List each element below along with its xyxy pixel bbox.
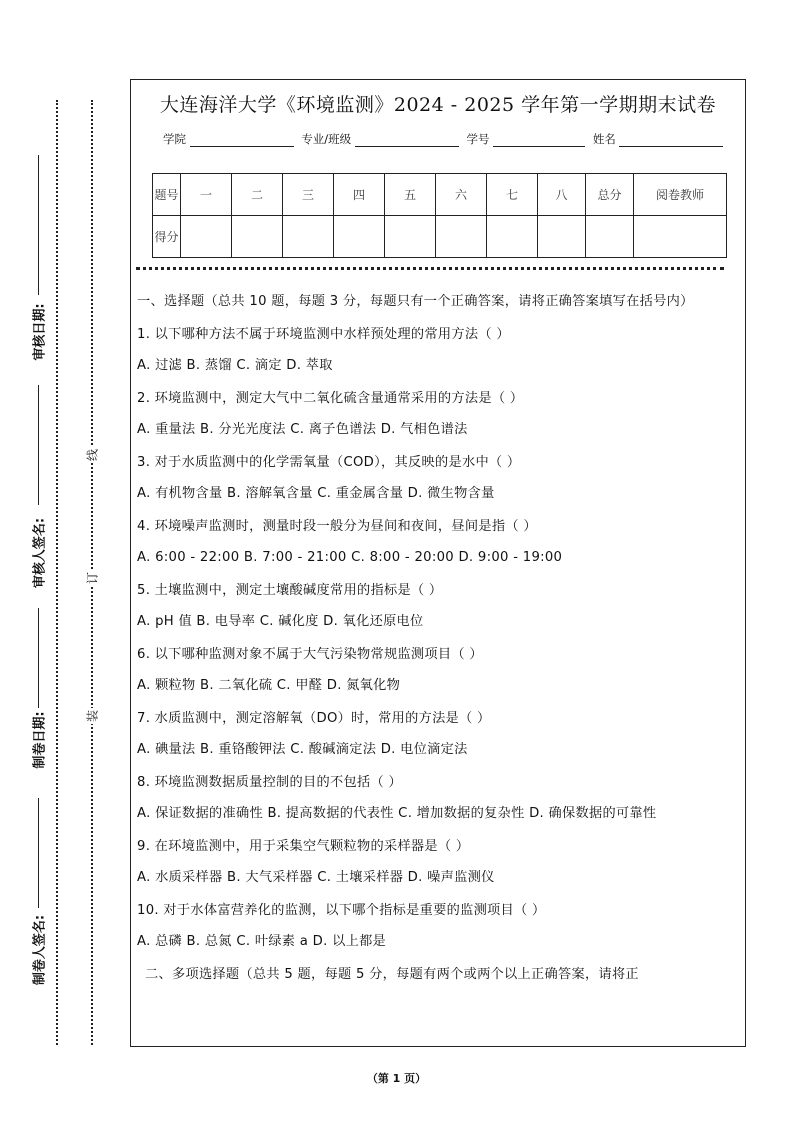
question-options: A. 碘量法 B. 重铬酸钾法 C. 酸碱滴定法 D. 电位滴定法 bbox=[137, 742, 468, 757]
prepare-date-label: 制卷日期: bbox=[32, 711, 48, 769]
college-label: 学院 bbox=[163, 132, 186, 146]
name-label: 姓名 bbox=[592, 132, 616, 146]
reviewer-signature-label: 审核人签名: bbox=[32, 517, 48, 589]
question-options: A. 保证数据的准确性 B. 提高数据的代表性 C. 增加数据的复杂性 D. 确保数据的可靠性 bbox=[137, 806, 657, 821]
question-text: 4. 环境噪声监测时，测量时段一般分为昼间和夜间，昼间是指（ ） bbox=[137, 519, 537, 534]
question-options: A. 水质采样器 B. 大气采样器 C. 土壤采样器 D. 噪声监测仪 bbox=[137, 870, 495, 885]
question-options: A. 过滤 B. 蒸馏 C. 滴定 D. 萃取 bbox=[137, 358, 333, 373]
score-table-cell: 一 bbox=[181, 174, 232, 216]
major-class-field[interactable] bbox=[355, 133, 459, 147]
score-input-cell[interactable] bbox=[385, 216, 436, 258]
question-text: 1. 以下哪种方法不属于环境监测中水样预处理的常用方法（ ） bbox=[137, 327, 510, 342]
score-input-cell[interactable] bbox=[586, 216, 634, 258]
score-table-cell: 八 bbox=[538, 174, 586, 216]
question-options: A. 6:00 - 22:00 B. 7:00 - 21:00 C. 8:00 - 20:00 D. 9:00 - 19:00 bbox=[137, 550, 563, 565]
score-table-cell: 题号 bbox=[153, 174, 181, 216]
score-input-cell[interactable] bbox=[487, 216, 538, 258]
page-number: （第 1 页） bbox=[366, 1072, 427, 1085]
review-date-label: 审核日期: bbox=[32, 303, 48, 361]
question-text: 5. 土壤监测中，测定土壤酸碱度常用的指标是（ ） bbox=[137, 583, 443, 598]
binding-dotted-line-outer bbox=[56, 100, 58, 1045]
score-table-cell: 三 bbox=[283, 174, 334, 216]
score-table-cell: 总分 bbox=[586, 174, 634, 216]
score-table-cell: 二 bbox=[232, 174, 283, 216]
section-1-title: 一、选择题（总共 10 题，每题 3 分，每题只有一个正确答案，请将正确答案填写在括号内） bbox=[137, 294, 694, 309]
score-table bbox=[152, 173, 727, 258]
section-2-title: 二、多项选择题（总共 5 题，每题 5 分，每题有两个或两个以上正确答案，请将正 bbox=[145, 967, 639, 982]
major-class-label: 专业/班级 bbox=[301, 132, 352, 146]
question-text: 10. 对于水体富营养化的监测，以下哪个指标是重要的监测项目（ ） bbox=[137, 903, 546, 918]
header-separator bbox=[136, 267, 724, 270]
question-options: A. 总磷 B. 总氮 C. 叶绿素 a D. 以上都是 bbox=[137, 934, 387, 949]
question-text: 7. 水质监测中，测定溶解氧（DO）时，常用的方法是（ ） bbox=[137, 711, 491, 726]
score-table-cell: 阅卷教师 bbox=[634, 174, 727, 216]
name-field[interactable] bbox=[619, 133, 723, 147]
question-text: 2. 环境监测中，测定大气中二氧化硫含量通常采用的方法是（ ） bbox=[137, 391, 524, 406]
binding-mark-bind: 订 bbox=[85, 571, 100, 585]
score-table-cell: 五 bbox=[385, 174, 436, 216]
score-table-score-row bbox=[153, 216, 727, 258]
question-options: A. 重量法 B. 分光光度法 C. 离子色谱法 D. 气相色谱法 bbox=[137, 422, 468, 437]
score-table-cell: 六 bbox=[436, 174, 487, 216]
review-date-line[interactable] bbox=[38, 155, 39, 295]
score-input-cell[interactable] bbox=[436, 216, 487, 258]
score-input-cell[interactable] bbox=[538, 216, 586, 258]
question-options: A. 颗粒物 B. 二氧化硫 C. 甲醛 D. 氮氧化物 bbox=[137, 678, 401, 693]
question-text: 8. 环境监测数据质量控制的目的不包括（ ） bbox=[137, 775, 402, 790]
college-field[interactable] bbox=[190, 133, 294, 147]
exam-frame bbox=[130, 79, 746, 1047]
binding-mark-line: 线 bbox=[85, 448, 100, 462]
questions-area bbox=[137, 291, 739, 997]
score-row-label: 得分 bbox=[153, 216, 181, 258]
question-text: 9. 在环境监测中，用于采集空气颗粒物的采样器是（ ） bbox=[137, 839, 470, 854]
student-id-field[interactable] bbox=[493, 133, 585, 147]
score-input-cell[interactable] bbox=[232, 216, 283, 258]
binding-mark-fold: 装 bbox=[85, 709, 100, 723]
score-input-cell[interactable] bbox=[334, 216, 385, 258]
question-options: A. 有机物含量 B. 溶解氧含量 C. 重金属含量 D. 微生物含量 bbox=[137, 486, 495, 501]
preparer-signature-line[interactable] bbox=[38, 798, 39, 908]
preparer-signature-label: 制卷人签名: bbox=[32, 914, 48, 986]
exam-title: 大连海洋大学《环境监测》2024 - 2025 学年第一学期期末试卷 bbox=[159, 94, 717, 116]
prepare-date-line[interactable] bbox=[38, 608, 39, 708]
score-input-cell[interactable] bbox=[181, 216, 232, 258]
question-text: 3. 对于水质监测中的化学需氧量（COD），其反映的是水中（ ） bbox=[137, 455, 521, 470]
score-input-cell[interactable] bbox=[283, 216, 334, 258]
score-table-header-row bbox=[153, 174, 727, 216]
reviewer-signature-line[interactable] bbox=[38, 385, 39, 505]
question-text: 6. 以下哪种监测对象不属于大气污染物常规监测项目（ ） bbox=[137, 647, 483, 662]
student-info-row bbox=[163, 131, 727, 147]
binding-margin bbox=[0, 0, 128, 1122]
score-input-cell[interactable] bbox=[634, 216, 727, 258]
student-id-label: 学号 bbox=[466, 132, 490, 146]
score-table-cell: 四 bbox=[334, 174, 385, 216]
score-table-cell: 七 bbox=[487, 174, 538, 216]
question-options: A. pH 值 B. 电导率 C. 碱化度 D. 氧化还原电位 bbox=[137, 614, 424, 629]
